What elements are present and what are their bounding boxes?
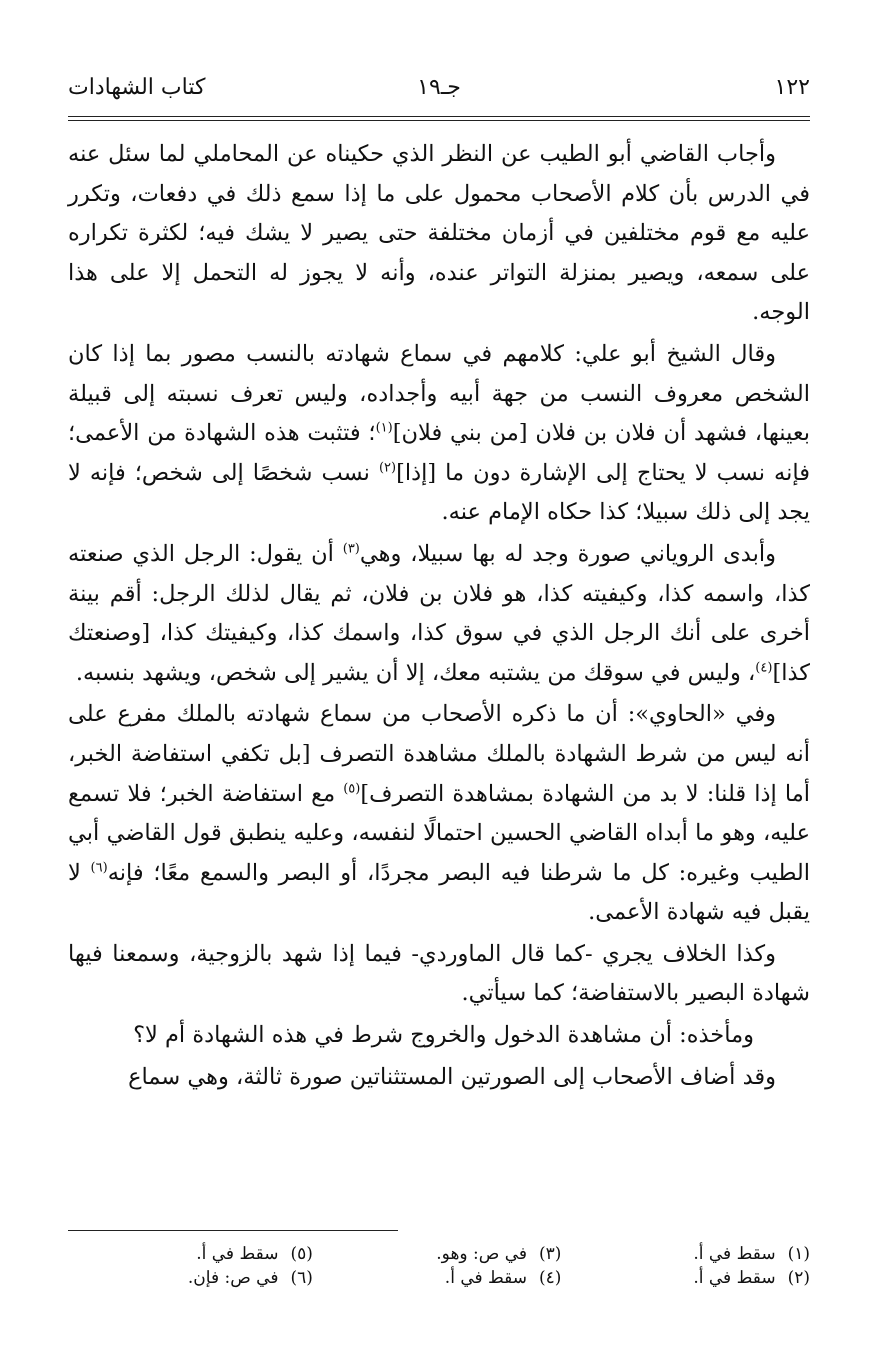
running-header xyxy=(68,70,810,106)
footnote-item xyxy=(565,1266,810,1290)
footnote-text: سقط في أ. xyxy=(444,1268,528,1288)
footnote-reference: (١) xyxy=(375,420,393,436)
main-text xyxy=(68,135,810,1097)
footnote-text: في ص: فإن. xyxy=(187,1268,279,1288)
paragraph xyxy=(68,1058,810,1098)
footnote-row xyxy=(68,1242,810,1266)
footnote-number: (٤) xyxy=(539,1268,562,1288)
paragraph xyxy=(68,935,810,1014)
paragraph-text: ، وليس في سوقك من يشتبه معك، إلا أن يشير إلى شخص، ويشهد بنسبه. xyxy=(75,659,756,686)
paragraph-text: أن يقول: الرجل الذي صنعته كذا، واسمه كذا، وكيفيته كذا، هو فلان بن فلان، ثم يقال لذلك الرجل: أقم بينة أخرى على أنك الرجل الذي في سوق كذا، واسمك كذا، وكيفيتك كذا، [وصنعتك كذا] xyxy=(68,540,810,686)
footnote-text: سقط في أ. xyxy=(196,1244,279,1264)
footnote-number: (٦) xyxy=(290,1268,313,1288)
paragraph xyxy=(68,335,810,533)
footnote-divider xyxy=(68,1230,398,1231)
footnote-reference: (٥) xyxy=(343,781,361,796)
footnote-number: (٣) xyxy=(539,1244,562,1264)
footnote-number: (٥) xyxy=(290,1244,313,1264)
footnote-item xyxy=(68,1242,313,1266)
paragraph xyxy=(68,135,810,333)
paragraph-text: لا يقبل فيه شهادة الأعمى. xyxy=(68,859,810,926)
footnote-text: في ص: وهو. xyxy=(436,1244,528,1264)
paragraph-text: وقال الشيخ أبو علي: كلامهم في سماع شهادته بالنسب مصور بما إذا كان الشخص معروف النسب من جهة أبيه وأجداده، وليس تعرف نسبته إلى قبيلة بعينها، فشهد أن فلان بن فلان [من بني فلان] xyxy=(68,340,810,447)
footnote-item xyxy=(565,1242,810,1266)
footnote-item xyxy=(317,1266,562,1290)
footnote-reference: (٦) xyxy=(90,860,108,876)
paragraph-text: وكذا الخلاف يجري -كما قال الماوردي- فيما إذا شهد بالزوجية، وسمعنا فيها شهادة البصير بالاستفاضة؛ كما سيأتي. xyxy=(68,940,810,1007)
page-number: ١٢٢ xyxy=(774,75,810,100)
footnote-item xyxy=(68,1266,313,1290)
footnote-reference: (٣) xyxy=(342,541,360,557)
paragraph xyxy=(68,1016,810,1056)
paragraph-text: وقد أضاف الأصحاب إلى الصورتين المستثناتين صورة ثالثة، وهي سماع xyxy=(128,1063,776,1090)
paragraph-text: وأبدى الروياني صورة وجد له بها سبيلا، وهي xyxy=(359,540,776,567)
book-title: كتاب الشهادات xyxy=(68,75,206,100)
volume-label: جـ١٩ xyxy=(417,75,461,100)
footnote-reference: (٤) xyxy=(755,660,773,676)
footnotes xyxy=(68,1242,810,1290)
paragraph-text: ومأخذه: أن مشاهدة الدخول والخروج شرط في هذه الشهادة أم لا؟ xyxy=(133,1022,754,1049)
book-page xyxy=(68,70,810,1330)
paragraph xyxy=(68,535,810,693)
paragraph xyxy=(68,695,810,933)
footnote-row xyxy=(68,1266,810,1290)
footnote-reference: (٢) xyxy=(378,460,397,476)
paragraph-text: ؛ فتثبت هذه الشهادة من الأعمى؛ فإنه نسب لا يحتاج إلى الإشارة دون ما [إذا] xyxy=(68,420,810,486)
header-divider xyxy=(68,116,810,121)
footnote-number: (١) xyxy=(787,1244,810,1264)
paragraph-text: مع استفاضة الخبر؛ فلا تسمع عليه، وهو ما أبداه القاضي الحسين احتمالًا لنفسه، وعليه ينطبق قول القاضي أبي الطيب وغيره: كل ما شرطنا فيه البصر مجردًا، أو البصر والسمع معًا؛ فإنه xyxy=(68,780,811,886)
paragraph-text: وأجاب القاضي أبو الطيب عن النظر الذي حكيناه عن المحاملي لما سئل عنه في الدرس بأن كلام الأصحاب محمول على ما إذا سمع ذلك في دفعات، وتكرر عليه مع قوم مختلفين في أزمان مختلفة حتى يصير لا يشك فيه؛ لكثرة تكراره على سمعه، ويصير بمنزلة التواتر عنده، وأنه لا يجوز له التحمل إلا على هذا الوجه. xyxy=(68,141,810,326)
footnote-text: سقط في أ. xyxy=(693,1244,776,1264)
footnote-text: سقط في أ. xyxy=(693,1268,776,1288)
footnote-number: (٢) xyxy=(787,1268,810,1288)
paragraph-text: نسب شخصًا إلى شخص؛ فإنه لا يجد إلى ذلك سبيلا؛ كذا حكاه الإمام عنه. xyxy=(68,459,810,526)
footnote-item xyxy=(317,1242,562,1266)
paragraph-text: وفي «الحاوي»: أن ما ذكره الأصحاب من سماع شهادته بالملك مفرع على أنه ليس من شرط الشهادة بالملك مشاهدة التصرف [بل تكفي استفاضة الخبر، أما إذا قلنا: لا بد من الشهادة بمشاهدة التصرف] xyxy=(68,701,810,807)
